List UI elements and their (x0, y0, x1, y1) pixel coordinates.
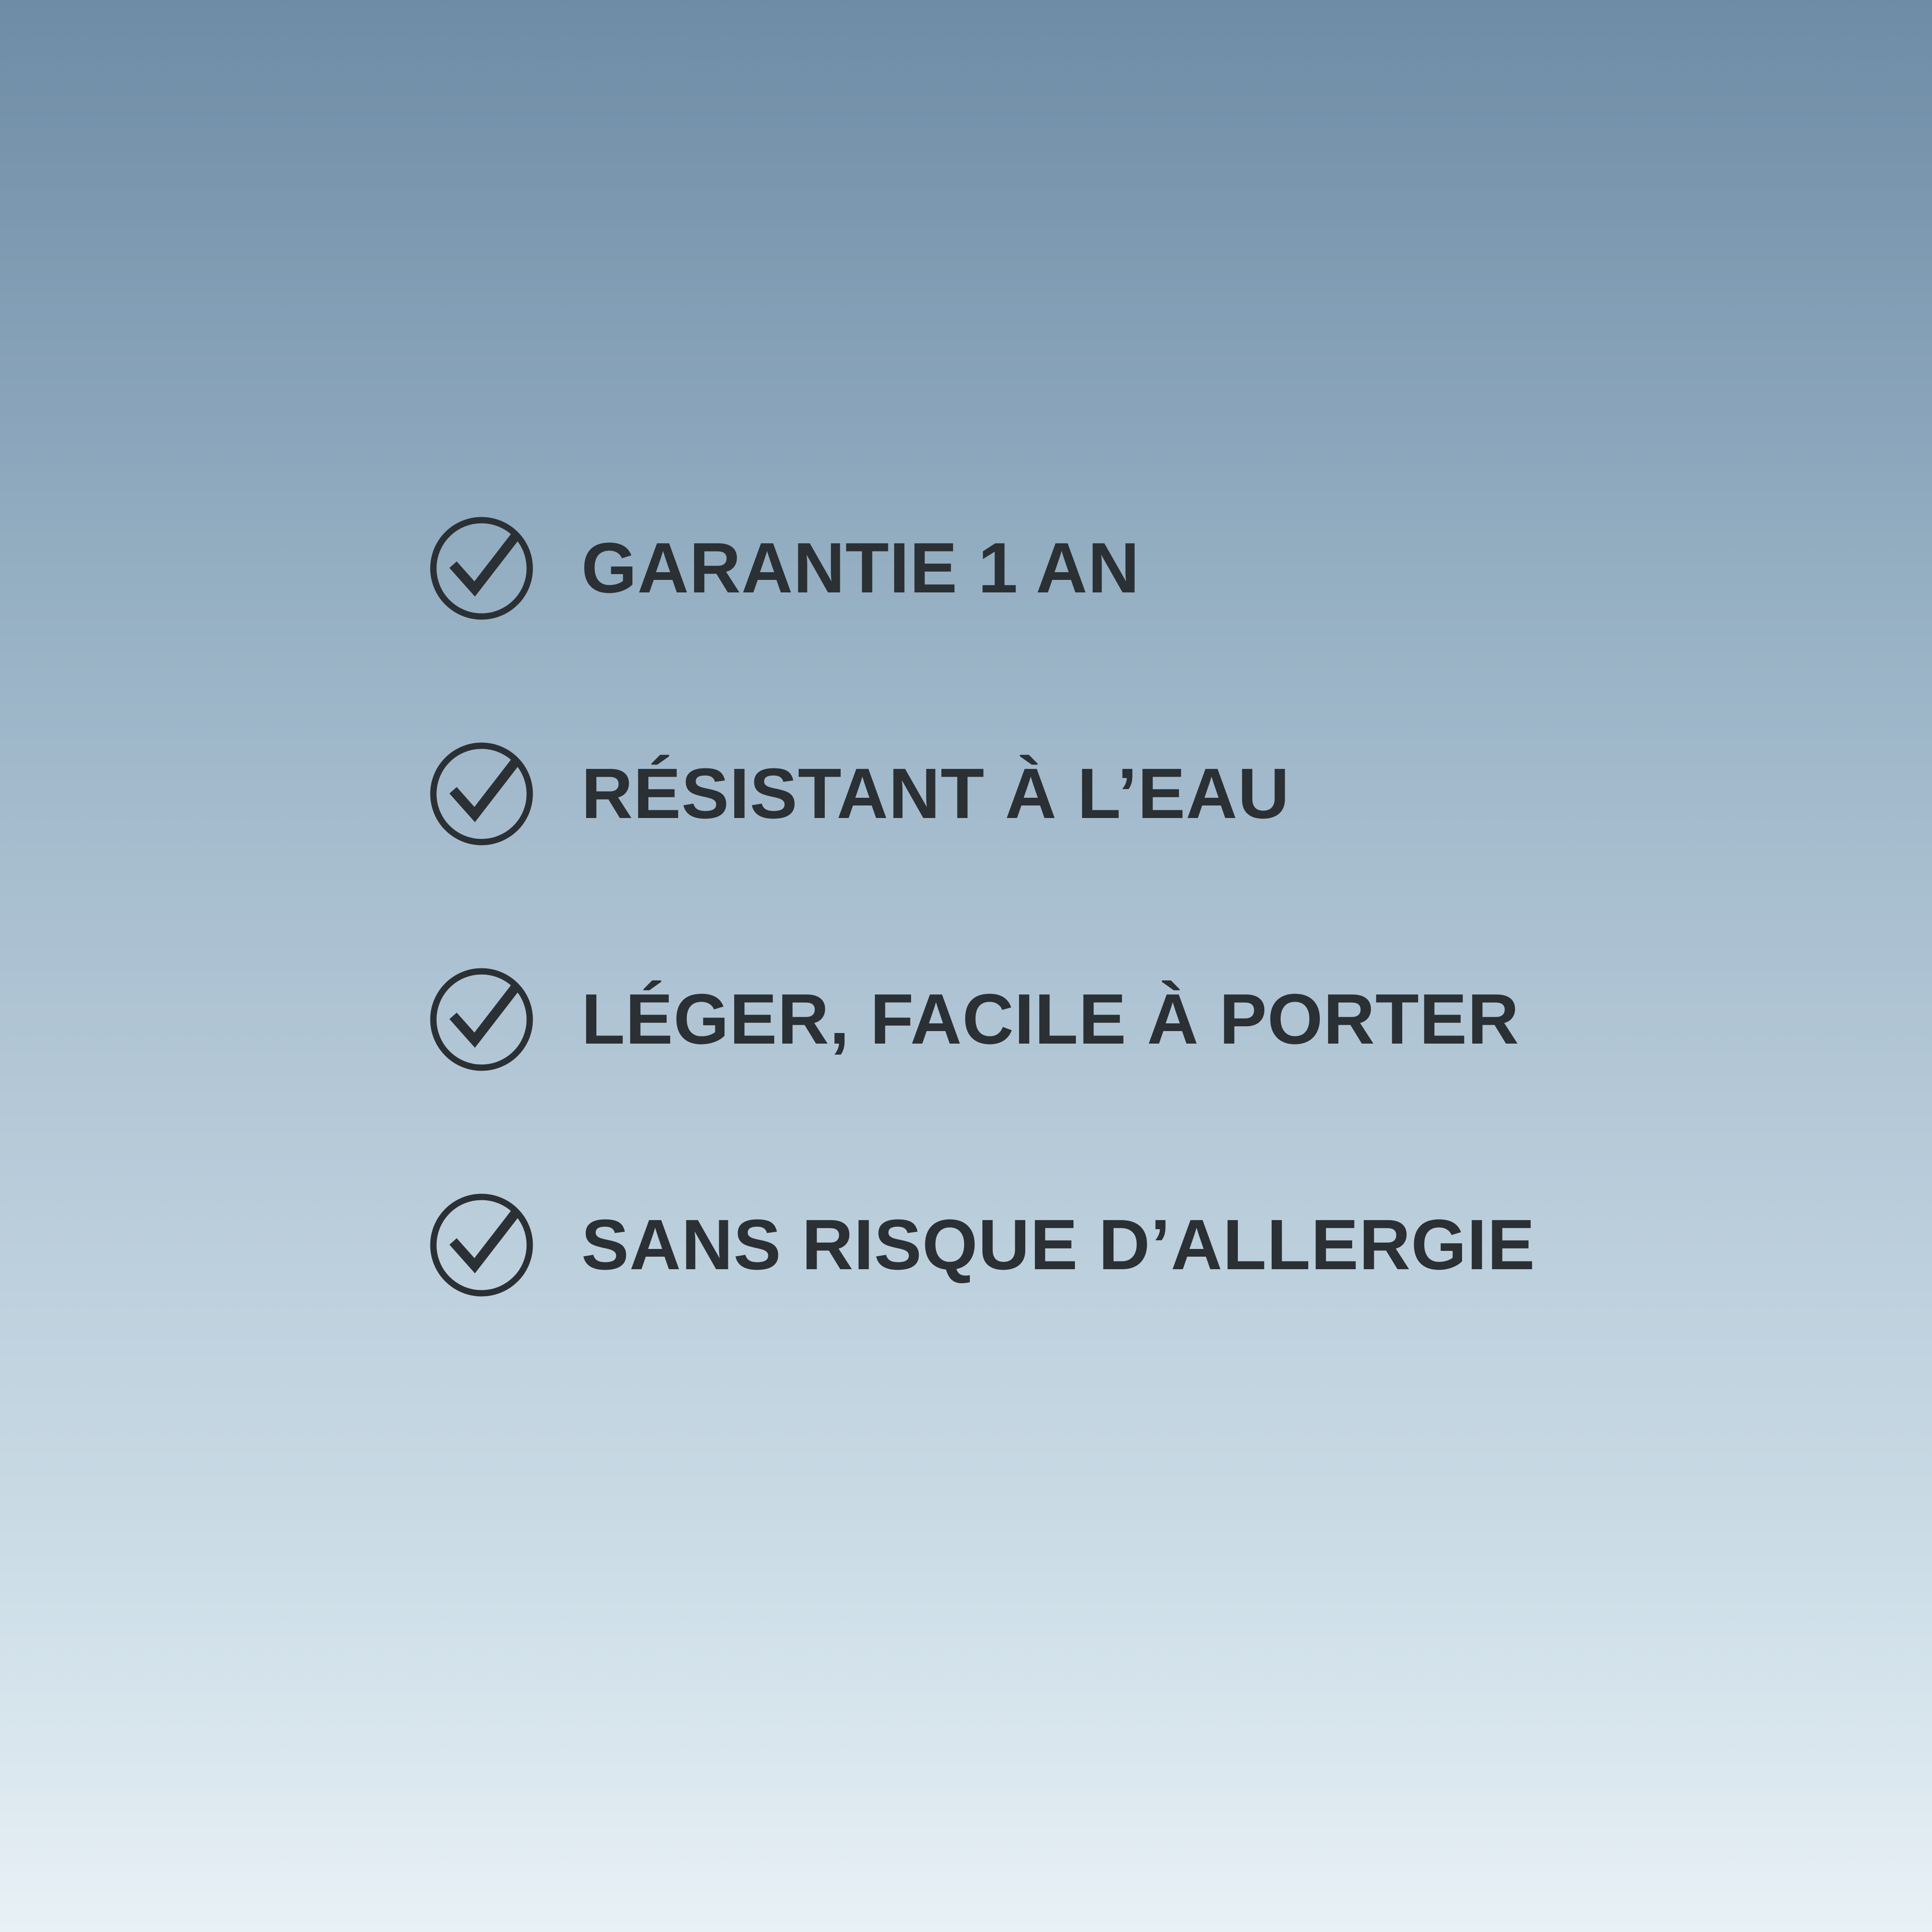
list-item (424, 511, 1629, 626)
list-item (424, 737, 1629, 851)
feature-list (424, 511, 1629, 1302)
list-item (424, 1188, 1629, 1302)
feature-label: GARANTIE 1 AN (581, 528, 1140, 608)
check-circle-icon (424, 962, 539, 1077)
list-item (424, 962, 1629, 1077)
feature-label: RÉSISTANT À L’EAU (581, 754, 1290, 834)
check-circle-icon (424, 737, 539, 851)
feature-label: SANS RISQUE D’ALLERGIE (581, 1205, 1536, 1285)
check-circle-icon (424, 1188, 539, 1302)
check-circle-icon (424, 511, 539, 626)
feature-label: LÉGER, FACILE À PORTER (581, 979, 1520, 1060)
